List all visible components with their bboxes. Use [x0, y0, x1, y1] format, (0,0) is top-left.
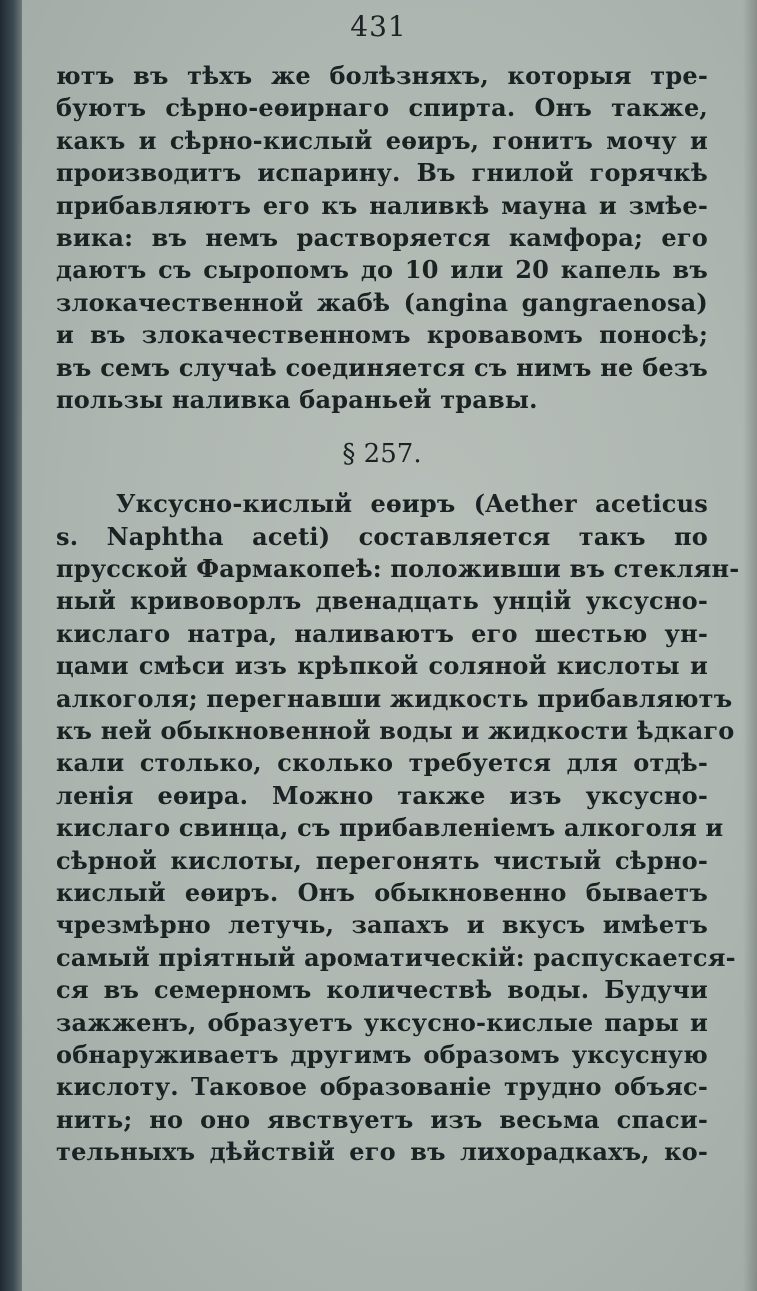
text-line: зажженъ, образуетъ уксусно-кислые пары и	[56, 1007, 708, 1037]
text-line: пользы наливка бараньей травы.	[56, 384, 538, 414]
text-line: буютъ сѣрно-еѳирнаго спирта. Онъ также,	[56, 93, 708, 123]
text-line: алкоголя; перегнавши жидкость прибавляютъ	[56, 683, 733, 713]
text-line: вика: въ немъ растворяется камфора; его	[56, 222, 708, 252]
book-gutter	[0, 0, 22, 1291]
text-line: кислаго свинца, съ прибавленіемъ алкоголя и	[56, 813, 724, 843]
text-line: ютъ въ тѣхъ же болѣзняхъ, которыя тре-	[56, 61, 708, 90]
text-line: прибавляютъ его къ наливкѣ мауна и змѣе-	[56, 190, 708, 220]
page-number: 431	[350, 10, 407, 43]
text-line: кислый еѳиръ. Онъ обыкновенно бываетъ	[56, 877, 708, 907]
text-line: и въ злокачественномъ кровавомъ поносѣ;	[56, 320, 708, 350]
text-line: даютъ съ сыропомъ до 10 или 20 капель въ	[56, 255, 708, 285]
text-line: ный кривоворлъ двенадцать унцій уксусно-	[56, 586, 708, 616]
text-line: злокачественной жабѣ (angina gangraenosa)	[56, 287, 708, 317]
text-line: кали столько, сколько требуется для отдѣ-	[56, 748, 708, 778]
text-line: ленія еѳира. Можно также изъ уксусно-	[56, 780, 708, 810]
text-line: чрезмѣрно летучь, запахъ и вкусъ имѣетъ	[56, 910, 708, 940]
text-line: нить; но оно явствуетъ изъ весьма спаси-	[56, 1104, 708, 1134]
paragraph-2	[56, 488, 740, 1168]
text-line: обнаруживаетъ другимъ образомъ уксусную	[56, 1039, 708, 1069]
text-line: кислоту. Таковое образованіе трудно объяс-	[56, 1072, 708, 1102]
page-text	[56, 60, 740, 1169]
text-line: какъ и сѣрно-кислый еѳиръ, гонитъ мочу и	[56, 125, 708, 155]
text-line: производитъ испарину. Въ гнилой горячкѣ	[56, 158, 708, 188]
text-line: кислаго натра, наливаютъ его шестью ун-	[56, 618, 708, 648]
text-line: въ семъ случаѣ соединяется съ нимъ не безъ	[56, 352, 708, 382]
text-line: цами смѣси изъ крѣпкой соляной кислоты и	[56, 651, 708, 681]
text-line: къ ней обыкновенной воды и жидкости ѣдкаго	[56, 716, 735, 746]
text-line: ся въ семерномъ количествѣ воды. Будучи	[56, 975, 708, 1005]
text-line: тельныхъ дѣйствій его въ лихорадкахъ, ко-	[56, 1137, 708, 1167]
text-line: сѣрной кислоты, перегонять чистый сѣрно-	[56, 845, 708, 875]
text-line: прусской Фармакопеѣ: положивши въ стеклян-	[56, 554, 740, 584]
paragraph-1	[56, 60, 708, 416]
page-edge-shadow	[743, 0, 757, 1291]
section-heading: § 257.	[342, 439, 422, 470]
text-line: Уксусно-кислый еѳиръ (Aether aceticus	[116, 489, 708, 519]
text-line: самый пріятный ароматическій: распускается-	[56, 942, 736, 972]
text-line: s. Naphtha aceti) составляется такъ по	[56, 521, 708, 551]
